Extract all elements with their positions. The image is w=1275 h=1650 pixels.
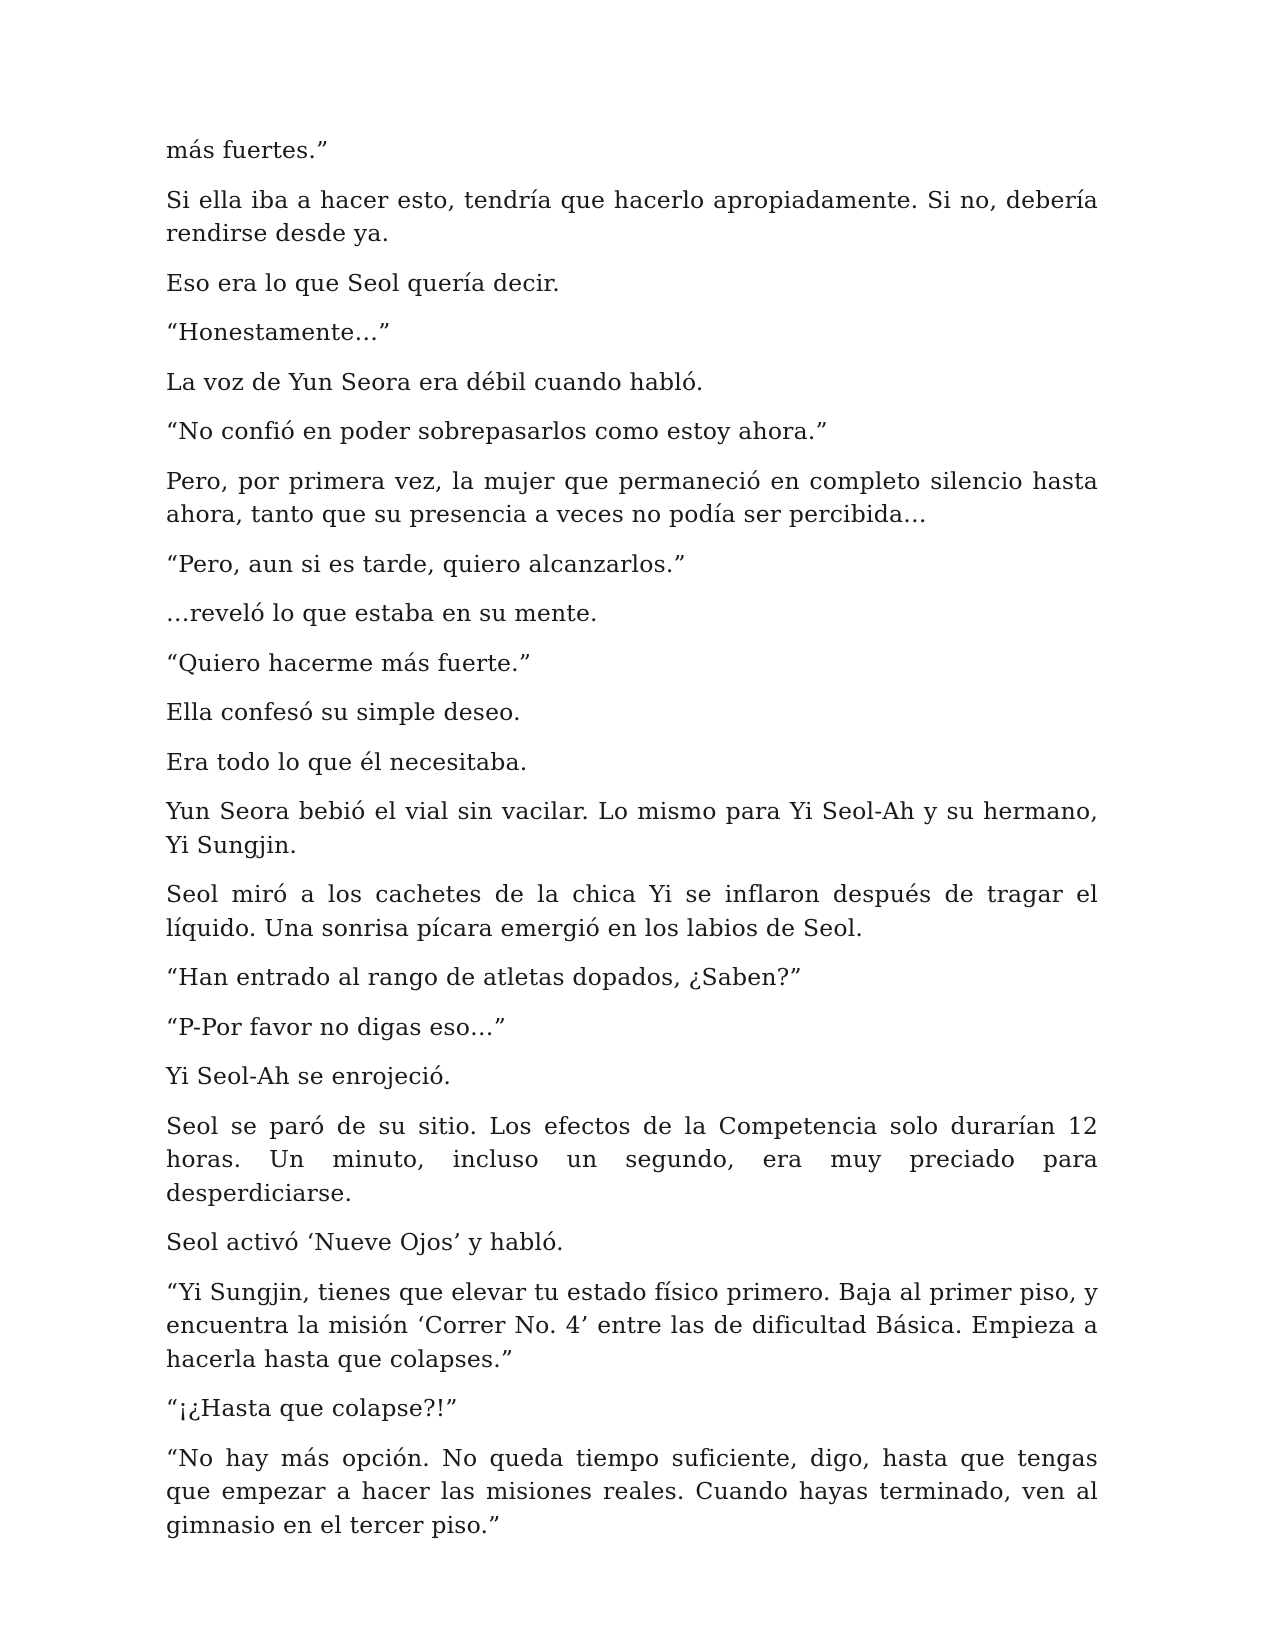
paragraph: Si ella iba a hacer esto, tendría que hacerlo apropiadamente. Si no, debería rendirse desde ya. bbox=[166, 185, 1098, 247]
paragraph: “No hay más opción. No queda tiempo suficiente, digo, hasta que tengas que empezar a hacer las misiones reales. Cuando hayas terminado, ven al gimnasio en el tercer piso.” bbox=[166, 1443, 1098, 1539]
paragraph: “¡¿Hasta que colapse?!” bbox=[166, 1394, 458, 1422]
paragraph: Yi Seol-Ah se enrojeció. bbox=[166, 1062, 452, 1090]
paragraph: más fuertes.” bbox=[166, 136, 329, 164]
paragraph: “Yi Sungjin, tienes que elevar tu estado físico primero. Baja al primer piso, y encuentra la misión ‘Correr No. 4’ entre las de dificultad Básica. Empieza a hacerla hasta que colapses.” bbox=[166, 1277, 1098, 1373]
paragraph: “Honestamente…” bbox=[166, 318, 391, 346]
paragraph: Era todo lo que él necesitaba. bbox=[166, 747, 528, 776]
paragraph: “Han entrado al rango de atletas dopados, ¿Saben?” bbox=[166, 963, 802, 991]
paragraph: Seol se paró de su sitio. Los efectos de la Competencia solo durarían 12 horas. Un minuto, incluso un segundo, era muy preciado para desperdiciarse. bbox=[166, 1111, 1098, 1207]
paragraph: La voz de Yun Seora era débil cuando habló. bbox=[166, 367, 704, 396]
paragraph: Seol activó ‘Nueve Ojos’ y habló. bbox=[166, 1228, 564, 1256]
paragraph: “P-Por favor no digas eso…” bbox=[166, 1012, 506, 1041]
paragraph: “Quiero hacerme más fuerte.” bbox=[166, 648, 532, 677]
paragraph: “Pero, aun si es tarde, quiero alcanzarlos.” bbox=[166, 549, 686, 578]
paragraph: Yun Seora bebió el vial sin vacilar. Lo mismo para Yi Seol-Ah y su hermano, Yi Sungjin. bbox=[166, 797, 1098, 859]
paragraph: Ella confesó su simple deseo. bbox=[166, 698, 521, 726]
paragraph: …reveló lo que estaba en su mente. bbox=[166, 599, 598, 627]
paragraph: “No confió en poder sobrepasarlos como estoy ahora.” bbox=[166, 417, 828, 445]
document-page bbox=[166, 134, 1098, 1558]
paragraph: Pero, por primera vez, la mujer que permaneció en completo silencio hasta ahora, tanto que su presencia a veces no podía ser percibida… bbox=[166, 466, 1098, 528]
paragraph: Seol miró a los cachetes de la chica Yi se inflaron después de tragar el líquido. Una sonrisa pícara emergió en los labios de Seol. bbox=[166, 880, 1098, 942]
paragraph: Eso era lo que Seol quería decir. bbox=[166, 268, 560, 297]
